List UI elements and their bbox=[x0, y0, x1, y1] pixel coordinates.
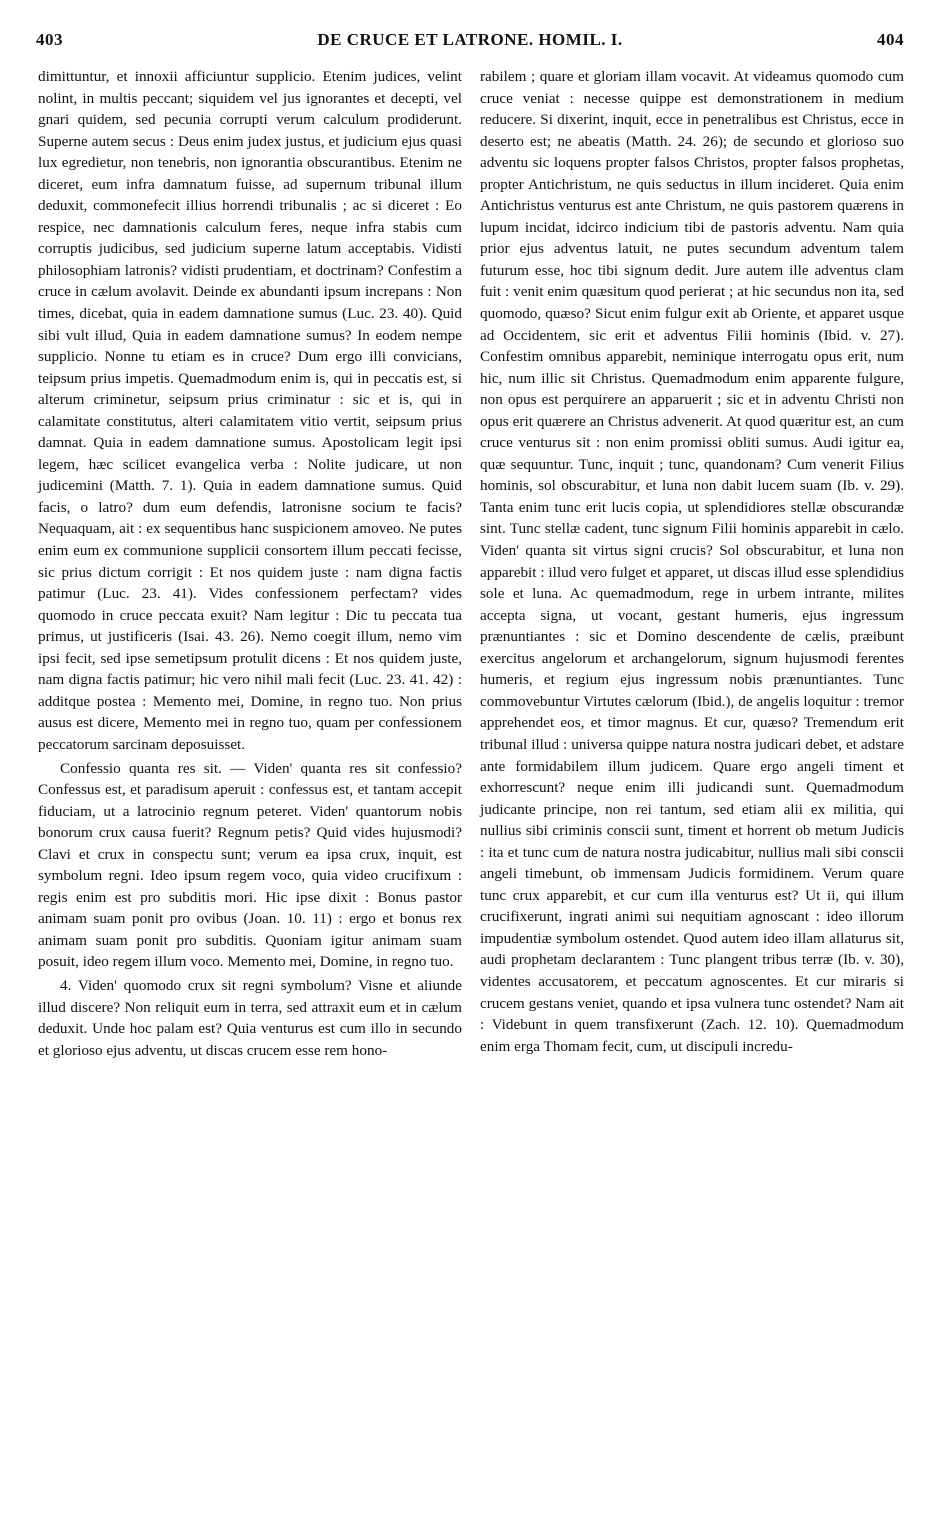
running-header bbox=[36, 30, 904, 58]
right-column bbox=[480, 66, 904, 1057]
left-paragraph-2: Confessio quanta res sit. — Viden' quanta res sit confessio? Confessus est, et paradisum aperuit : confessus est, et tantam accepit fiduciam, ut a latrocinio regnum peteret. Viden' quantorum nobis bonorum crux causa fuerit? Regnum petis? Quid vides hujusmodi? Clavi et crux in conspectu sunt; verum ea ipsa crux, inquit, est symbolum regni. Ideo ipsum regem voco, quia video crucifixum : regis enim est pro subditis mori. Hic ipse dixit : Bonus pastor animam suam ponit pro ovibus (Joan. 10. 11) : ergo et bonus rex animam suam ponit pro subditis. Quoniam igitur animam suam posuit, ideo regem illum voco. Memento mei, Domine, in regno tuo. bbox=[38, 759, 462, 971]
page-number-right: 404 bbox=[877, 30, 904, 49]
page-number-left: 403 bbox=[36, 30, 63, 49]
left-paragraph-1: dimittuntur, et innoxii afficiuntur supplicio. Etenim judices, velint nolint, in multis peccant; siquidem vel jus ignorantes et decepti, vel gnari quidem, sed pecunia corrupti verum calculum prodiderunt. Superne autem secus : Deus enim judex justus, et judicium ejus quasi lux egredietur, non tenebris, non ignorantia obscurantibus. Etenim ne diceret, eum infra damnatum fuisse, ad supernum tribunal illum deduxit, commonefecit illius horrendi tribunalis ; ac si diceret : Eo respice, nec damnationis calculum feres, neque infra stabis cum corruptis judicibus, sed judicium superne latum acceptabis. Vidisti philosophiam latronis? vidisti prudentiam, et doctrinam? Confestim a cruce in cælum avolavit. Deinde ex abundanti ipsum increpans : Non times, dicebat, quia in eadem damnatione sumus (Luc. 23. 40). Quid sibi vult illud, Quia in eadem damnatione sumus? In eodem nempe supplicio. Nonne tu etiam es in cruce? Dum ergo illi convicians, teipsum prius impetis. Quemadmodum enim is, qui in peccatis est, si alterum criminetur, seipsum prius criminatur : sic et is, qui in calamitate constitutus, alteri calamitatem vitio vertit, seipsum prius damnat. Quia in eadem damnatione sumus. Apostolicam legit ipsi legem, hæc scilicet evangelica verba : Nolite judicare, ut non judicemini (Matth. 7. 1). Quia in eadem damnatione sumus. Quid facis, o latro? dum eum defendis, latronisne socium te facis? Nequaquam, ait : ex sequentibus hanc suspicionem amoveo. Ne putes enim eum ex communione supplicii consortem illum peccati fecisse, sic prius dictum corrigit : Et nos quidem juste : nam digna factis patimur (Luc. 23. 41). Vides confessionem perfectam? vides quomodo in cruce peccata exuit? Nam legitur : Dic tu peccata tua primus, ut justificeris (Isai. 43. 26). Nemo coegit illum, nemo vim ipsi fecit, sed ipse semetipsum protulit dicens : Et nos quidem juste, nam digna factis patimur; hic vero nihil mali fecit (Luc. 23. 41. 42) : additque postea : Memento mei, Domine, in regno tuo. Non prius ausus est dicere, Memento mei in regno tuo, quam per confessionem peccatorum sarcinam deposuisset. bbox=[38, 68, 462, 753]
left-column bbox=[38, 66, 462, 1061]
left-paragraph-3: 4. Viden' quomodo crux sit regni symbolum? Visne et aliunde illud discere? Non reliquit eum in terra, sed attraxit eum et in cælum deduxit. Unde hoc palam est? Quia venturus est cum illo in secundo et glorioso ejus adventu, ut discas crucem esse rem hono- bbox=[38, 976, 462, 1059]
running-title: DE CRUCE ET LATRONE. HOMIL. I. bbox=[317, 30, 623, 49]
right-paragraph-1: rabilem ; quare et gloriam illam vocavit. At videamus quomodo cum cruce veniat : necesse quippe est demonstrationem in medium reducere. Si dixerint, inquit, ecce in penetralibus est Christus, ecce in deserto est; ne abeatis (Matth. 24. 26); de secundo et glorioso suo adventu sic loquens propter falsos Christos, propter falsos prophetas, propter Antichristum, ne quis seductus in illum incideret. Quia enim Antichristus venturus est ante Christum, ne quis pastorem quærens in lupum incidat, idcirco indicium tibi de pastoris adventu. Nam quia prior ejus adventus latuit, ne putes secundum adventum talem futurum esse, hoc tibi signum dedit. Jure autem ille adventus clam fuit : venit enim quæsitum quod perierat ; at hic secundus non ita, sed quomodo, quæso? Sicut enim fulgur exit ab Oriente, et apparet usque ad Occidentem, sic erit et adventus Filii hominis (Ibid. v. 27). Confestim omnibus apparebit, neminique interrogatu opus erit, num hic, num illic sit Christus. Quemadmodum enim apparente fulgure, non opus est perquirere an apparuerit ; sic et in adventu Christi non opus erit quærere an Christus advenerit. At quod quæritur est, an cum cruce venturus sit : non enim promissi obliti sumus. Audi igitur ea, quæ sequuntur. Tunc, inquit ; tunc, quandonam? Cum venerit Filius hominis, sol obscurabitur, et luna non dabit lucem suam (Ib. v. 29). Tanta enim tunc erit lucis copia, ut splendidiores stellæ obscurandæ sint. Tunc stellæ cadent, tunc signum Filii hominis apparebit in cælo. Viden' quanta sit virtus signi crucis? Sol obscurabitur, et luna non apparebit : illud vero fulget et apparet, ut discas illud esse splendidius sole et luna. Ac quemadmodum, rege in urbem intrante, milites accepta signa, ut vocant, gestant humeris, ejus ingressum prænuntiantes : sic et Domino descendente de cælis, præibunt exercitus angelorum et archangelorum, signum hujusmodi ferentes humeris, et regium ejus ingressum nobis prænuntiantes. Tunc commovebuntur Virtutes cælorum (Ibid.), de angelis loquitur : tremor apprehendet eos, et timor magnus. Et cur, quæso? Tremendum erit tribunal illud : universa quippe natura nostra judicari debet, et adstare ante formidabilem illum judicem. Quare ergo angeli timent et exhorrescunt? neque enim illi judicandi sunt. Quemadmodum judicante principe, non rei tantum, sed etiam alii ex militia, qui nullius sibi criminis conscii sunt, timent et horrent ob metum Judicis : ita et tunc cum de natura nostra judicabitur, nullius mali sibi conscii angeli timebunt, ob immensam Judicis formidinem. Verum quare tunc crux apparebit, et cur cum illa venturus est? Ut ii, qui illum crucifixerunt, ingrati animi sui nequitiam agnoscant : ideo illorum impudentiæ symbolum ostendet. Quod autem ideo illam allaturus sit, audi prophetam declarantem : Tunc plangent tribus terræ (Ib. v. 30), videntes accusatorem, et peccatum agnoscentes. Et cur miraris si crucem gestans veniet, quando et ipsa vulnera tunc ostendet? Nam ait : Videbunt in quem transfixerunt (Zach. 12. 10). Quemadmodum enim erga Thomam fecit, cum, ut discipuli incredu- bbox=[480, 68, 904, 1055]
